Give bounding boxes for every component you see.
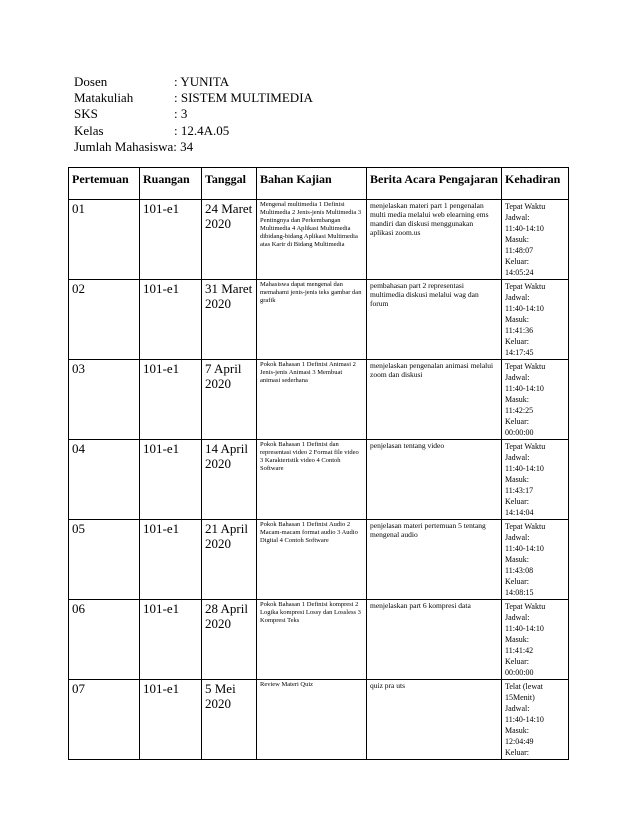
info-jumlah-mahasiswa: [74, 139, 313, 155]
cell-pertemuan: 06: [69, 600, 140, 680]
kehadiran-line: Jadwal:: [505, 213, 530, 222]
cell-kehadiran: [502, 360, 569, 440]
cell-ruangan: 101-e1: [140, 280, 202, 360]
cell-tanggal: 31 Maret 2020: [202, 280, 257, 360]
kehadiran-line: 11:40-14:10: [505, 304, 544, 313]
kehadiran-line: Jadwal:: [505, 704, 530, 713]
kehadiran-line: Tepat Waktu: [505, 522, 546, 531]
kehadiran-line: Tepat Waktu: [505, 362, 546, 371]
cell-pertemuan: 02: [69, 280, 140, 360]
header-kehadiran: Kehadiran: [502, 168, 569, 200]
table-row: [69, 280, 569, 360]
cell-tanggal: 5 Mei 2020: [202, 680, 257, 760]
cell-bahan-kajian: Pokok Bahasan 1 Definisi kompresi 2 Logika kompresi Lossy dan Lossless 3 Kompresi Teks: [257, 600, 367, 680]
kehadiran-line: Masuk:: [505, 726, 529, 735]
course-info: [74, 74, 313, 155]
kehadiran-line: Masuk:: [505, 555, 529, 564]
cell-kehadiran: [502, 680, 569, 760]
table-row: [69, 360, 569, 440]
attendance-table: [68, 167, 569, 760]
kehadiran-line: Keluar:: [505, 657, 529, 666]
kehadiran-line: Keluar:: [505, 417, 529, 426]
table-header-row: [69, 168, 569, 200]
kehadiran-line: 11:43:08: [505, 566, 534, 575]
cell-bahan-kajian: Pokok Bahasan 1 Definisi Audio 2 Macam-macam format audio 3 Audio Digital 4 Contoh Software: [257, 520, 367, 600]
cell-kehadiran: [502, 200, 569, 280]
cell-bahan-kajian: Review Materi Quiz: [257, 680, 367, 760]
kehadiran-line: Jadwal:: [505, 533, 530, 542]
kehadiran-line: Jadwal:: [505, 293, 530, 302]
kehadiran-line: 14:08:15: [505, 588, 534, 597]
kehadiran-line: 11:42:25: [505, 406, 534, 415]
header-pertemuan: Pertemuan: [69, 168, 140, 200]
kehadiran-line: 11:40-14:10: [505, 224, 544, 233]
cell-bahan-kajian: Mahasiswa dapat mengenal dan memahami jenis-jenis teks gambar dan grafik: [257, 280, 367, 360]
kehadiran-line: 11:40-14:10: [505, 384, 544, 393]
kehadiran-line: 00:00:00: [505, 428, 534, 437]
cell-tanggal: 14 April 2020: [202, 440, 257, 520]
kehadiran-line: 14:05:24: [505, 268, 534, 277]
cell-tanggal: 28 April 2020: [202, 600, 257, 680]
cell-berita-acara: penjelasan tentang video: [367, 440, 502, 520]
info-value: : 3: [174, 106, 188, 122]
kehadiran-line: Tepat Waktu: [505, 602, 546, 611]
cell-kehadiran: [502, 280, 569, 360]
kehadiran-line: Keluar:: [505, 497, 529, 506]
kehadiran-line: 11:40-14:10: [505, 715, 544, 724]
cell-ruangan: 101-e1: [140, 600, 202, 680]
kehadiran-line: Keluar:: [505, 748, 529, 757]
kehadiran-line: 11:41:36: [505, 326, 534, 335]
cell-pertemuan: 04: [69, 440, 140, 520]
cell-pertemuan: 05: [69, 520, 140, 600]
kehadiran-line: Keluar:: [505, 257, 529, 266]
cell-tanggal: 24 Maret 2020: [202, 200, 257, 280]
info-value: : YUNITA: [174, 74, 230, 89]
kehadiran-line: Masuk:: [505, 395, 529, 404]
cell-pertemuan: 07: [69, 680, 140, 760]
kehadiran-line: 11:40-14:10: [505, 464, 544, 473]
header-bahan-kajian: Bahan Kajian: [257, 168, 367, 200]
kehadiran-line: Masuk:: [505, 315, 529, 324]
kehadiran-line: 00:00:00: [505, 668, 534, 677]
kehadiran-line: Jadwal:: [505, 613, 530, 622]
cell-kehadiran: [502, 520, 569, 600]
cell-ruangan: 101-e1: [140, 360, 202, 440]
kehadiran-line: Masuk:: [505, 475, 529, 484]
info-matakuliah: [74, 90, 313, 106]
cell-bahan-kajian: Pokok Bahasan 1 Definisi Animasi 2 Jenis-jenis Animasi 3 Membuat animasi sederhana: [257, 360, 367, 440]
kehadiran-line: Tepat Waktu: [505, 442, 546, 451]
cell-tanggal: 7 April 2020: [202, 360, 257, 440]
cell-berita-acara: penjelasan materi pertemuan 5 tentang mengenal audio: [367, 520, 502, 600]
cell-berita-acara: menjelaskan materi part 1 pengenalan multi media melalui web elearning ems mandiri dan diskusi menggunakan aplikasi zoom.us: [367, 200, 502, 280]
cell-berita-acara: menjelaskan part 6 kompresi data: [367, 600, 502, 680]
kehadiran-line: 14:17:45: [505, 348, 534, 357]
table-row: [69, 520, 569, 600]
info-label: Jumlah Mahasiswa: [74, 138, 174, 154]
info-kelas: [74, 123, 313, 139]
kehadiran-line: Telat (lewat 15Menit): [505, 682, 543, 702]
table-row: [69, 200, 569, 280]
info-value: : 12.4A.05: [174, 122, 230, 138]
kehadiran-line: Jadwal:: [505, 373, 530, 382]
cell-pertemuan: 01: [69, 200, 140, 280]
info-label: Dosen: [74, 74, 108, 89]
kehadiran-line: 14:14:04: [505, 508, 534, 517]
cell-kehadiran: [502, 440, 569, 520]
cell-ruangan: 101-e1: [140, 520, 202, 600]
kehadiran-line: 11:43:17: [505, 486, 534, 495]
cell-ruangan: 101-e1: [140, 680, 202, 760]
cell-ruangan: 101-e1: [140, 440, 202, 520]
kehadiran-line: 11:40-14:10: [505, 544, 544, 553]
header-ruangan: Ruangan: [140, 168, 202, 200]
info-label: Kelas: [74, 122, 104, 138]
cell-berita-acara: pembahasan part 2 representasi multimedia diskusi melalui wag dan forum: [367, 280, 502, 360]
info-value: : SISTEM MULTIMEDIA: [174, 90, 313, 106]
kehadiran-line: Tepat Waktu: [505, 202, 546, 211]
kehadiran-line: Masuk:: [505, 635, 529, 644]
cell-bahan-kajian: Pokok Bahasan 1 Definisi dan representasi video 2 Format file video 3 Karakteristik video 4 Contoh Software: [257, 440, 367, 520]
cell-pertemuan: 03: [69, 360, 140, 440]
header-berita-acara: Berita Acara Pengajaran: [367, 168, 502, 200]
kehadiran-line: 12:04:49: [505, 737, 534, 746]
cell-kehadiran: [502, 600, 569, 680]
info-label: SKS: [74, 106, 98, 122]
cell-berita-acara: quiz pra uts: [367, 680, 502, 760]
kehadiran-line: 11:48:07: [505, 246, 534, 255]
info-label: Matakuliah: [74, 90, 134, 106]
cell-bahan-kajian: Mengenal multimedia 1 Definisi Multimedia 2 Jenis-jenis Multimedia 3 Pentingnya dan Perkembangan Multimedia 4 Aplikasi Multimedia dibidang-bidang Aplikasi Multimedia atas Karir di Bidang Multimedia: [257, 200, 367, 280]
info-sks: [74, 106, 313, 122]
kehadiran-line: Tepat Waktu: [505, 282, 546, 291]
kehadiran-line: Keluar:: [505, 577, 529, 586]
info-dosen: [74, 74, 313, 90]
kehadiran-line: 11:40-14:10: [505, 624, 544, 633]
kehadiran-line: Masuk:: [505, 235, 529, 244]
header-tanggal: Tanggal: [202, 168, 257, 200]
cell-tanggal: 21 April 2020: [202, 520, 257, 600]
table-row: [69, 440, 569, 520]
kehadiran-line: Keluar:: [505, 337, 529, 346]
kehadiran-line: Jadwal:: [505, 453, 530, 462]
table-row: [69, 680, 569, 760]
cell-berita-acara: menjelaskan pengenalan animasi melalui zoom dan diskusi: [367, 360, 502, 440]
kehadiran-line: 11:41:42: [505, 646, 534, 655]
cell-ruangan: 101-e1: [140, 200, 202, 280]
table-row: [69, 600, 569, 680]
info-value: : 34: [173, 138, 194, 154]
